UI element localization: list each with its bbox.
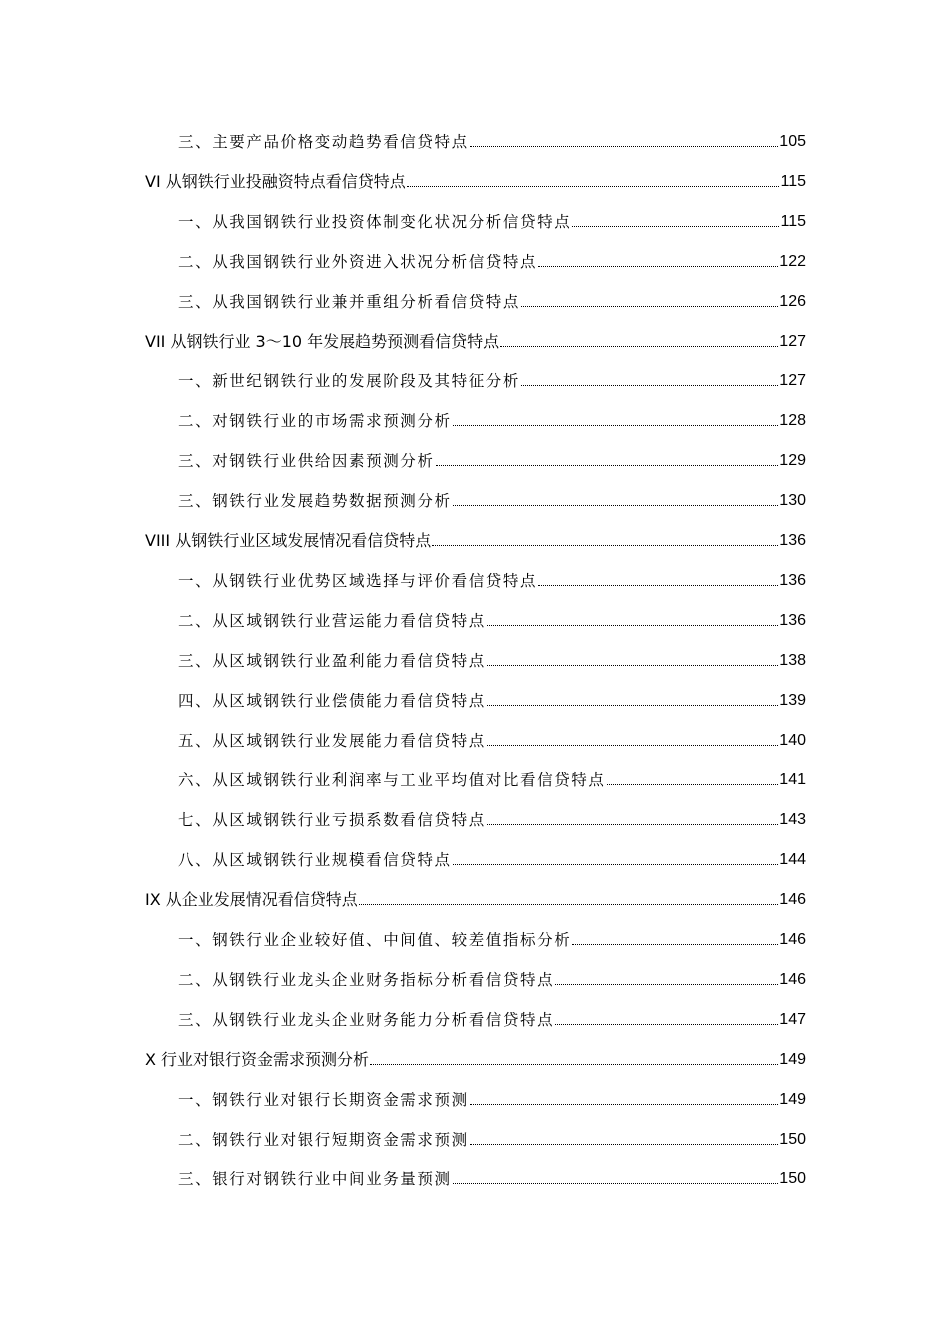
toc-entry-title: 三、银行对钢铁行业中间业务量预测	[178, 1170, 452, 1189]
toc-section-entry[interactable]	[178, 403, 806, 431]
toc-entry-title: 三、主要产品价格变动趋势看信贷特点	[178, 133, 469, 151]
toc-entry-title: 二、从区域钢铁行业营运能力看信贷特点	[178, 611, 486, 630]
toc-page-number: 150	[779, 1130, 806, 1148]
toc-page-number: 127	[779, 372, 806, 390]
toc-page-number: 146	[779, 891, 806, 909]
dot-leader	[572, 226, 779, 227]
toc-page-number: 149	[779, 1050, 806, 1068]
dot-leader	[453, 425, 779, 426]
dot-leader	[487, 665, 778, 666]
toc-section-entry[interactable]	[178, 603, 806, 631]
toc-page-number: 136	[779, 571, 806, 589]
toc-entry-title: 二、钢铁行业对银行短期资金需求预测	[178, 1130, 469, 1149]
toc-entry-title: 二、从钢铁行业龙头企业财务指标分析看信贷特点	[178, 970, 555, 989]
toc-entry-title: 六、从区域钢铁行业利润率与工业平均值对比看信贷特点	[178, 771, 606, 790]
toc-page-number: 146	[779, 970, 806, 988]
toc-entry-title: 一、从我国钢铁行业投资体制变化状况分析信贷特点	[178, 212, 572, 231]
toc-chapter-entry[interactable]	[145, 882, 806, 910]
toc-entry-title: 四、从区域钢铁行业偿债能力看信贷特点	[178, 691, 486, 710]
toc-entry-title: 三、钢铁行业发展趋势数据预测分析	[178, 492, 452, 511]
toc-entry-title: 三、从我国钢铁行业兼并重组分析看信贷特点	[178, 292, 521, 311]
toc-section-entry[interactable]	[178, 1122, 806, 1150]
toc-entry-title: 五、从区域钢铁行业发展能力看信贷特点	[178, 731, 486, 750]
toc-section-entry[interactable]	[178, 842, 806, 870]
toc-page-number: 126	[779, 292, 806, 310]
toc-entry-title: 二、对钢铁行业的市场需求预测分析	[178, 412, 452, 431]
toc-entry-title: 三、从区域钢铁行业盈利能力看信贷特点	[178, 651, 486, 670]
toc-page-number: 115	[780, 172, 806, 190]
toc-page-number: 138	[779, 651, 806, 669]
toc-entry-title: 七、从区域钢铁行业亏损系数看信贷特点	[178, 811, 486, 830]
toc-entry-title: 三、从钢铁行业龙头企业财务能力分析看信贷特点	[178, 1010, 555, 1029]
toc-page-number: 115	[780, 212, 806, 230]
toc-section-entry[interactable]	[178, 962, 806, 990]
dot-leader	[555, 984, 778, 985]
dot-leader	[500, 346, 778, 347]
toc-section-entry[interactable]	[178, 204, 806, 232]
toc-page-number: 130	[779, 492, 806, 510]
toc-entry-title: 一、新世纪钢铁行业的发展阶段及其特征分析	[178, 372, 521, 391]
toc-page-number: 146	[779, 931, 806, 948]
toc-page-number: 143	[779, 811, 806, 829]
dot-leader	[521, 385, 778, 386]
toc-section-entry[interactable]	[178, 802, 806, 830]
toc-chapter-entry[interactable]	[145, 523, 806, 551]
toc-section-entry[interactable]	[178, 1002, 806, 1030]
toc-section-entry[interactable]	[178, 244, 806, 272]
toc-section-entry[interactable]	[178, 284, 806, 312]
toc-section-entry[interactable]	[178, 643, 806, 671]
dot-leader	[555, 1024, 778, 1025]
toc-entry-title: 八、从区域钢铁行业规模看信贷特点	[178, 851, 452, 870]
dot-leader	[470, 1104, 779, 1105]
dot-leader	[370, 1064, 778, 1065]
toc-entry-title: VII 从钢铁行业 3～10 年发展趋势预测看信贷特点	[145, 331, 500, 351]
toc-chapter-entry[interactable]	[145, 164, 806, 192]
toc-page-number: 136	[779, 611, 806, 629]
toc-section-entry[interactable]	[178, 1082, 806, 1110]
toc-page-number: 147	[779, 1010, 806, 1028]
toc-entry-title: 一、钢铁行业企业较好值、中间值、较差值指标分析	[178, 931, 572, 949]
toc-entry-title: 一、钢铁行业对银行长期资金需求预测	[178, 1090, 469, 1109]
toc-entry-title: VIII 从钢铁行业区域发展情况看信贷特点	[145, 531, 432, 550]
dot-leader	[607, 784, 779, 785]
toc-section-entry[interactable]	[178, 762, 806, 790]
toc-page-number: 129	[779, 452, 806, 470]
toc-page-number: 127	[779, 332, 806, 350]
dot-leader	[432, 545, 778, 546]
dot-leader	[572, 944, 778, 945]
dot-leader	[470, 1144, 779, 1145]
toc-page-number: 105	[779, 133, 806, 150]
dot-leader	[453, 505, 779, 506]
toc-page-number: 122	[779, 252, 806, 270]
toc-section-entry[interactable]	[178, 723, 806, 751]
dot-leader	[487, 705, 778, 706]
toc-chapter-entry[interactable]	[145, 1042, 806, 1070]
dot-leader	[453, 864, 779, 865]
toc-entry-title: 二、从我国钢铁行业外资进入状况分析信贷特点	[178, 252, 538, 271]
dot-leader	[453, 1183, 779, 1184]
toc-section-entry[interactable]	[178, 563, 806, 591]
dot-leader	[470, 146, 779, 147]
toc-section-entry[interactable]	[178, 922, 806, 950]
toc-section-entry[interactable]	[178, 683, 806, 711]
toc-page-number: 140	[779, 731, 806, 749]
toc-page-number: 139	[779, 691, 806, 709]
dot-leader	[359, 904, 779, 905]
toc-page-number: 128	[779, 412, 806, 430]
toc-section-entry[interactable]	[178, 483, 806, 511]
dot-leader	[436, 465, 779, 466]
dot-leader	[407, 186, 780, 187]
dot-leader	[538, 585, 778, 586]
dot-leader	[487, 625, 778, 626]
toc-page-number: 141	[779, 771, 806, 789]
toc-chapter-entry[interactable]	[145, 324, 806, 352]
dot-leader	[487, 745, 778, 746]
toc-section-entry[interactable]	[178, 443, 806, 471]
toc-entry-title: 一、从钢铁行业优势区域选择与评价看信贷特点	[178, 571, 538, 590]
toc-section-entry[interactable]	[178, 363, 806, 391]
toc-entry-title: VI 从钢铁行业投融资特点看信贷特点	[145, 171, 406, 191]
toc-section-entry[interactable]	[178, 124, 806, 152]
dot-leader	[521, 306, 778, 307]
dot-leader	[538, 266, 778, 267]
dot-leader	[487, 824, 778, 825]
toc-page-number: 136	[779, 532, 806, 549]
toc-entry-title: IX 从企业发展情况看信贷特点	[145, 890, 358, 910]
toc-page-number: 149	[779, 1090, 806, 1108]
toc-entry-title: X 行业对银行资金需求预测分析	[145, 1049, 370, 1069]
toc-section-entry[interactable]	[178, 1161, 806, 1189]
toc-page-number: 150	[779, 1170, 806, 1188]
toc-page-number: 144	[779, 851, 806, 869]
toc-entry-title: 三、对钢铁行业供给因素预测分析	[178, 452, 435, 471]
